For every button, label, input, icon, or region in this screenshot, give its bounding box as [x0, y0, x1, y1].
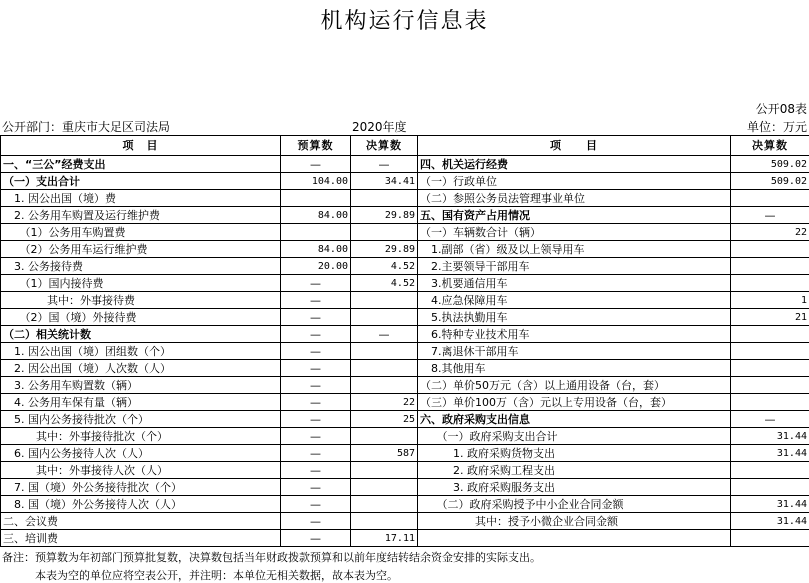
row-budget [281, 224, 351, 241]
department-label: 公开部门：重庆市大足区司法局 [2, 120, 171, 134]
row-budget: — [281, 428, 351, 445]
row-budget: — [281, 343, 351, 360]
row-final-right [731, 462, 809, 479]
row-final-left: 17.11 [351, 530, 418, 547]
row-final-left [351, 462, 418, 479]
row-budget: — [281, 309, 351, 326]
row-final-left [351, 377, 418, 394]
row-final-left: 25 [351, 411, 418, 428]
header-item-right: 项 目 [418, 136, 731, 156]
row-budget: — [281, 292, 351, 309]
row-budget: — [281, 156, 351, 173]
table-row [1, 411, 809, 428]
row-item-right: 1. 政府采购货物支出 [418, 445, 731, 462]
table-row [1, 156, 809, 173]
row-final-right: — [731, 207, 809, 224]
table-row [1, 309, 809, 326]
row-budget: — [281, 411, 351, 428]
table-row [1, 360, 809, 377]
row-final-left: 22 [351, 394, 418, 411]
row-final-left [351, 190, 418, 207]
row-final-left [351, 224, 418, 241]
row-item-left: 6. 国内公务接待人次（人） [1, 445, 281, 462]
row-item-left: 3. 公务接待费 [1, 258, 281, 275]
row-budget: 84.00 [281, 207, 351, 224]
row-item-left: （1）国内接待费 [1, 275, 281, 292]
row-final-left: 4.52 [351, 275, 418, 292]
header-final-right: 决算数 [731, 136, 809, 156]
row-final-right [731, 326, 809, 343]
row-budget: — [281, 513, 351, 530]
row-final-right: 509.02 [731, 173, 809, 190]
row-item-right: （二）政府采购授予中小企业合同金额 [418, 496, 731, 513]
table-row [1, 326, 809, 343]
footnote-2: 本表为空的单位应将空表公开，并注明：本单位无相关数据，故本表为空。 [2, 569, 398, 582]
row-item-left: 其中：外事接待批次（个） [1, 428, 281, 445]
unit-label: 单位：万元 [746, 120, 807, 134]
row-item-left: （一）支出合计 [1, 173, 281, 190]
row-final-left: — [351, 156, 418, 173]
row-final-right [731, 377, 809, 394]
row-budget: — [281, 394, 351, 411]
row-item-right: 3. 政府采购服务支出 [418, 479, 731, 496]
row-final-left [351, 309, 418, 326]
row-final-left: 29.89 [351, 207, 418, 224]
row-item-left: 5. 国内公务接待批次（个） [1, 411, 281, 428]
row-budget: — [281, 377, 351, 394]
table-row [1, 224, 809, 241]
row-item-right: 六、政府采购支出信息 [418, 411, 731, 428]
table-row [1, 530, 809, 547]
row-final-right: — [731, 411, 809, 428]
table-row [1, 343, 809, 360]
row-final-right: 31.44 [731, 496, 809, 513]
header-budget: 预算数 [281, 136, 351, 156]
row-item-right: 1.副部（省）级及以上领导用车 [418, 241, 731, 258]
row-final-right: 509.02 [731, 156, 809, 173]
table-row [1, 496, 809, 513]
row-final-right: 31.44 [731, 445, 809, 462]
row-final-left [351, 479, 418, 496]
table-row [1, 377, 809, 394]
row-final-right [731, 479, 809, 496]
row-final-right: 31.44 [731, 513, 809, 530]
row-item-right: 6.特种专业技术用车 [418, 326, 731, 343]
row-final-left: — [351, 326, 418, 343]
table-row [1, 190, 809, 207]
footnote-1: 备注：预算数为年初部门预算批复数，决算数包括当年财政拨款预算和以前年度结转结余资金安排的实际支出。 [2, 551, 541, 564]
row-item-right: （三）单价100万（含）元以上专用设备（台，套） [418, 394, 731, 411]
table-row [1, 173, 809, 190]
row-budget: — [281, 462, 351, 479]
row-final-right [731, 530, 809, 547]
table-row [1, 428, 809, 445]
row-budget: 84.00 [281, 241, 351, 258]
row-item-left: 其中：外事接待人次（人） [1, 462, 281, 479]
row-item-right: 4.应急保障用车 [418, 292, 731, 309]
row-final-right [731, 241, 809, 258]
row-item-right: 2. 政府采购工程支出 [418, 462, 731, 479]
row-item-left: （2）国（境）外接待费 [1, 309, 281, 326]
table-row [1, 275, 809, 292]
row-budget: 20.00 [281, 258, 351, 275]
row-item-right: （一）政府采购支出合计 [418, 428, 731, 445]
row-item-left: 4. 公务用车保有量（辆） [1, 394, 281, 411]
row-item-left: 三、培训费 [1, 530, 281, 547]
row-item-right: 五、国有资产占用情况 [418, 207, 731, 224]
table-row [1, 445, 809, 462]
row-final-right: 1 [731, 292, 809, 309]
row-item-right [418, 530, 731, 547]
row-budget: — [281, 479, 351, 496]
row-final-right [731, 360, 809, 377]
table-number: 公开08表 [755, 102, 807, 116]
row-item-right: （一）行政单位 [418, 173, 731, 190]
row-final-right [731, 190, 809, 207]
row-budget: — [281, 326, 351, 343]
row-budget: 104.00 [281, 173, 351, 190]
row-final-right [731, 258, 809, 275]
row-item-right: 其中：授予小微企业合同金额 [418, 513, 731, 530]
page-title: 机构运行信息表 [320, 9, 489, 34]
row-budget: — [281, 496, 351, 513]
table-row [1, 292, 809, 309]
table-row [1, 258, 809, 275]
row-final-right [731, 343, 809, 360]
header-item-left: 项 目 [1, 136, 281, 156]
row-item-left: （二）相关统计数 [1, 326, 281, 343]
table-row [1, 394, 809, 411]
row-item-right: 5.执法执勤用车 [418, 309, 731, 326]
row-item-left: 其中：外事接待费 [1, 292, 281, 309]
row-item-left: （2）公务用车运行维护费 [1, 241, 281, 258]
row-item-right: 四、机关运行经费 [418, 156, 731, 173]
row-final-left [351, 343, 418, 360]
row-final-left: 34.41 [351, 173, 418, 190]
row-budget: — [281, 445, 351, 462]
table-header-row [1, 136, 809, 156]
table-row [1, 479, 809, 496]
row-final-left: 29.89 [351, 241, 418, 258]
row-item-left: 1. 因公出国（境）费 [1, 190, 281, 207]
row-budget: — [281, 530, 351, 547]
row-budget: — [281, 275, 351, 292]
row-item-left: 二、会议费 [1, 513, 281, 530]
row-item-left: （1）公务用车购置费 [1, 224, 281, 241]
row-item-left: 2. 公务用车购置及运行维护费 [1, 207, 281, 224]
table-row [1, 462, 809, 479]
row-item-right: 7.离退休干部用车 [418, 343, 731, 360]
row-item-right: （二）单价50万元（含）以上通用设备（台，套） [418, 377, 731, 394]
row-final-left [351, 428, 418, 445]
header-final-left: 决算数 [351, 136, 418, 156]
row-item-right: （一）车辆数合计（辆） [418, 224, 731, 241]
row-final-left [351, 496, 418, 513]
row-final-right: 21 [731, 309, 809, 326]
row-item-right: 3.机要通信用车 [418, 275, 731, 292]
table-row [1, 513, 809, 530]
row-item-left: 1. 因公出国（境）团组数（个） [1, 343, 281, 360]
row-final-right: 31.44 [731, 428, 809, 445]
row-final-left: 4.52 [351, 258, 418, 275]
row-final-right [731, 394, 809, 411]
info-table [0, 135, 809, 547]
row-budget: — [281, 360, 351, 377]
row-final-right: 22 [731, 224, 809, 241]
row-budget [281, 190, 351, 207]
fiscal-year: 2020年度 [352, 120, 407, 134]
row-final-left [351, 292, 418, 309]
row-item-left: 8. 国（境）外公务接待人次（人） [1, 496, 281, 513]
row-final-left [351, 513, 418, 530]
row-item-left: 7. 国（境）外公务接待批次（个） [1, 479, 281, 496]
row-final-right [731, 275, 809, 292]
row-final-left: 587 [351, 445, 418, 462]
table-row [1, 241, 809, 258]
table-row [1, 207, 809, 224]
row-item-right: 2.主要领导干部用车 [418, 258, 731, 275]
row-item-right: 8.其他用车 [418, 360, 731, 377]
row-item-left: 一、“三公”经费支出 [1, 156, 281, 173]
row-item-right: （二）参照公务员法管理事业单位 [418, 190, 731, 207]
row-item-left: 3. 公务用车购置数（辆） [1, 377, 281, 394]
row-item-left: 2. 因公出国（境）人次数（人） [1, 360, 281, 377]
row-final-left [351, 360, 418, 377]
